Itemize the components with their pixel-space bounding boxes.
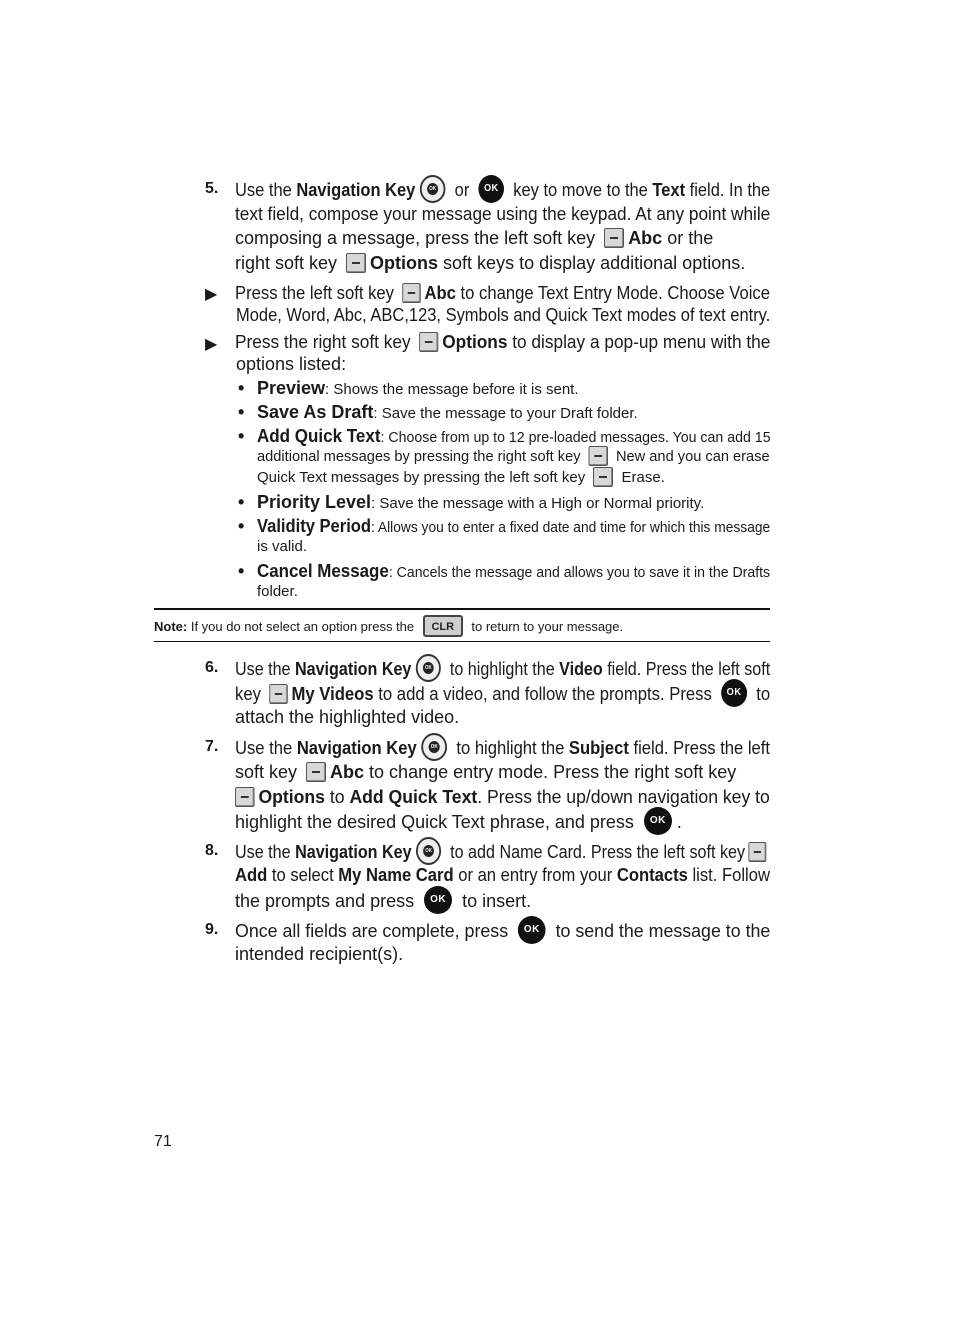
step-7-line-1: Use the Navigation KeyOK to highlight the Subject field. Press the left	[235, 735, 770, 763]
step-5-line-4: right soft key Options soft keys to display additional options.	[235, 253, 746, 273]
right-soft-key-icon	[589, 446, 609, 466]
bullet-preview: Preview: Shows the message before it is sent.	[257, 378, 579, 398]
bullet-add-quick-text-line-3: Quick Text messages by pressing the left soft key Erase.	[257, 469, 665, 486]
bullet-icon: •	[238, 378, 245, 398]
right-soft-key-icon	[235, 787, 255, 807]
navigation-key-icon	[420, 175, 446, 203]
arrow-marker-icon: ▶	[205, 336, 218, 353]
step-9-line-1: Once all fields are complete, press OK to send the message to the	[235, 918, 770, 946]
bullet-icon: •	[238, 402, 245, 422]
page-number: 71	[154, 1133, 172, 1150]
ok-key-icon: OK	[478, 175, 504, 203]
right-soft-key-icon	[419, 332, 438, 352]
left-soft-key-icon	[593, 467, 613, 487]
step-8-line-3: the prompts and press OK to insert.	[235, 888, 531, 916]
right-soft-key-icon	[346, 253, 366, 273]
sub-2-line-1: Press the right soft key Options to display a pop-up menu with the	[235, 332, 771, 352]
step-9-line-2: intended recipient(s).	[235, 944, 404, 964]
left-soft-key-icon	[749, 842, 767, 862]
bullet-save-as-draft: Save As Draft: Save the message to your Draft folder.	[257, 402, 638, 422]
step-7-line-4: highlight the desired Quick Text phrase, and press OK .	[235, 809, 682, 837]
step-8-number: 8.	[205, 842, 219, 859]
step-6-number: 6.	[205, 659, 219, 676]
bullet-add-quick-text: Add Quick Text: Choose from up to 12 pre-loaded messages. You can add 15	[257, 426, 771, 446]
step-9-number: 9.	[205, 921, 219, 938]
sub-1-line-2: Mode, Word, Abc, ABC,123, Symbols and Quick Text modes of text entry.	[236, 305, 771, 325]
arrow-marker-icon: ▶	[205, 286, 218, 303]
bullet-validity-period-line-2: is valid.	[257, 538, 308, 555]
ok-key-icon: OK	[518, 916, 546, 944]
navigation-key-icon	[416, 654, 441, 682]
note-top-rule	[154, 608, 770, 610]
bullet-cancel-message: Cancel Message: Cancels the message and allows you to save it in the Drafts	[257, 561, 771, 581]
sub-2-line-2: options listed:	[236, 354, 347, 374]
note: Note: If you do not select an option press the CLR to return to your message.	[154, 615, 623, 639]
step-6-line-1: Use the Navigation KeyOK to highlight the Video field. Press the left soft	[235, 656, 770, 684]
navigation-key-icon	[421, 733, 447, 761]
left-soft-key-icon	[402, 283, 420, 303]
step-7-line-3: Options to Add Quick Text. Press the up/down navigation key to	[235, 785, 770, 809]
bullet-priority-level: Priority Level: Save the message with a High or Normal priority.	[257, 492, 705, 512]
bullet-icon: •	[238, 561, 245, 581]
bullet-cancel-message-line-2: folder.	[257, 583, 298, 600]
step-6-line-2: key My Videos to add a video, and follow the prompts. Press OK to	[235, 681, 770, 709]
left-soft-key-icon	[269, 684, 288, 704]
bullet-icon: •	[238, 516, 245, 536]
step-8-line-1: Use the Navigation KeyOK to add Name Card. Press the left soft key	[235, 839, 770, 867]
step-5-number: 5.	[205, 180, 219, 197]
navigation-key-icon	[416, 837, 441, 865]
step-8-line-2: Add to select My Name Card or an entry from your Contacts list. Follow	[235, 865, 770, 885]
clr-key-icon: CLR	[423, 615, 463, 637]
left-soft-key-icon	[604, 228, 624, 248]
bullet-icon: •	[238, 492, 245, 512]
note-bottom-rule	[154, 641, 770, 642]
step-5-line-3: composing a message, press the left soft key Abc or the	[235, 228, 714, 248]
step-5-line-2: text field, compose your message using the keypad. At any point while	[235, 204, 771, 224]
step-6-line-3: attach the highlighted video.	[235, 707, 460, 727]
bullet-validity-period: Validity Period: Allows you to enter a fixed date and time for which this message	[257, 516, 771, 536]
step-7-number: 7.	[205, 738, 219, 755]
bullet-add-quick-text-line-2: additional messages by pressing the right soft key New and you can erase	[257, 448, 770, 465]
bullet-icon: •	[238, 426, 245, 446]
ok-key-icon: OK	[644, 807, 672, 835]
left-soft-key-icon	[306, 762, 326, 782]
sub-1-line-1: Press the left soft key Abc to change Text Entry Mode. Choose Voice	[235, 283, 770, 303]
ok-key-icon: OK	[424, 886, 452, 914]
ok-key-icon: OK	[721, 679, 747, 707]
step-7-line-2: soft key Abc to change entry mode. Press the right soft key	[235, 762, 737, 782]
step-5-line-1: Use the Navigation KeyOK or OK key to move to the Text field. In the	[235, 177, 770, 205]
